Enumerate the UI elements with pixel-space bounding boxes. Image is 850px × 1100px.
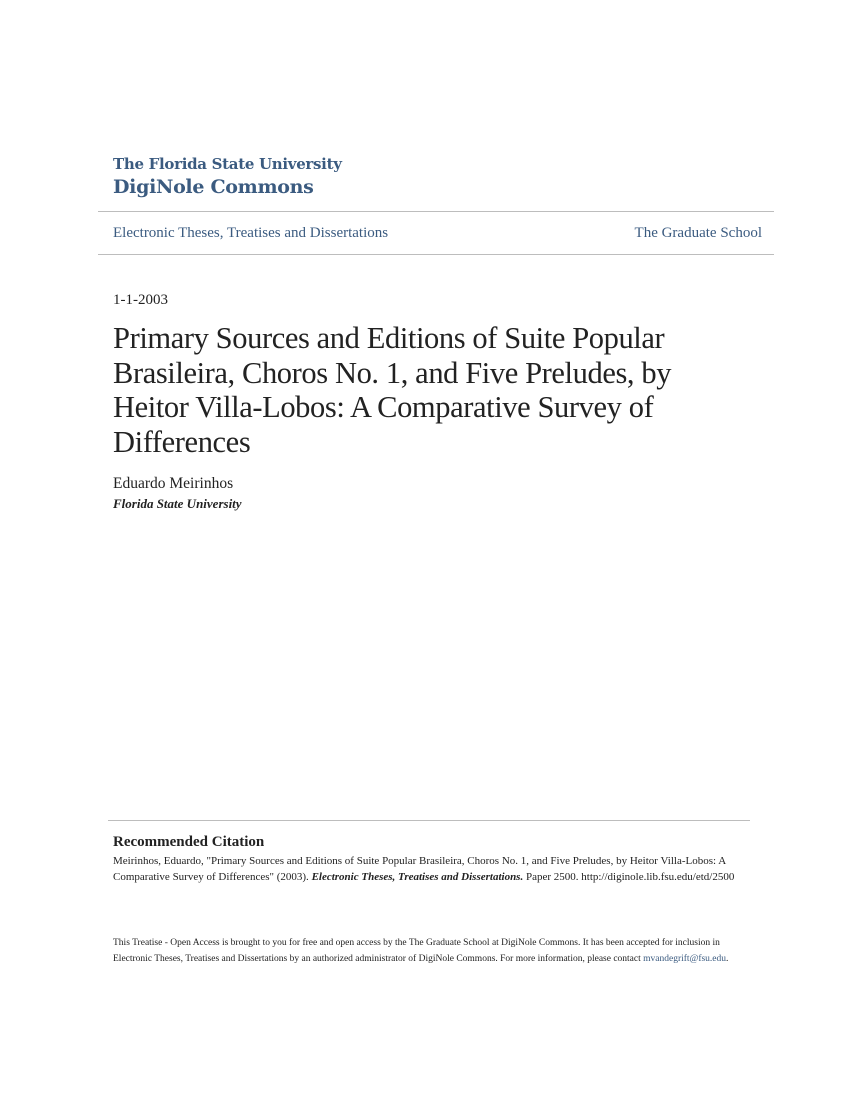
citation-reference: Meirinhos, Eduardo, "Primary Sources and Editions of Suite Popular Brasileira, Choros No. 1, and Five Preludes, by Heitor Villa-Lobos: A Comparative Survey of Differences" (2003). (113, 855, 726, 883)
contact-email-link[interactable]: mvandegrift@fsu.edu (643, 953, 727, 964)
citation-heading: Recommended Citation (113, 834, 265, 850)
repository-header (113, 154, 613, 200)
citation-series: Electronic Theses, Treatises and Dissertations. (311, 871, 524, 883)
document-title: Primary Sources and Editions of Suite Popular Brasileira, Choros No. 1, and Five Preludes, by Heitor Villa-Lobos: A Comparative Survey of Differences (113, 321, 672, 459)
notice-text: This Treatise - Open Access is brought to you for free and open access by the The Graduate School at DigiNole Commons. It has been accepted for inclusion in Electronic Theses, Treatises and Dissertations by an authorized administrator of DigiNole Commons. For more information, please contact (113, 938, 720, 964)
publication-date: 1-1-2003 (113, 292, 168, 308)
graduate-school-link[interactable]: The Graduate School (634, 225, 762, 241)
notice-end: . (726, 953, 729, 964)
citation-divider (108, 820, 750, 821)
header-top-divider (98, 211, 774, 212)
open-access-notice (113, 936, 753, 967)
series-link[interactable]: Electronic Theses, Treatises and Dissertations (113, 225, 389, 241)
citation-paper-number: Paper 2500. (525, 871, 579, 883)
citation-text (113, 853, 753, 885)
header-bottom-divider (98, 254, 774, 255)
author-affiliation: Florida State University (113, 496, 242, 511)
university-name[interactable]: The Florida State University (113, 155, 342, 173)
repository-name[interactable]: DigiNole Commons (113, 176, 314, 198)
citation-url: http://diginole.lib.fsu.edu/etd/2500 (581, 871, 735, 883)
author-name: Eduardo Meirinhos (113, 475, 234, 492)
